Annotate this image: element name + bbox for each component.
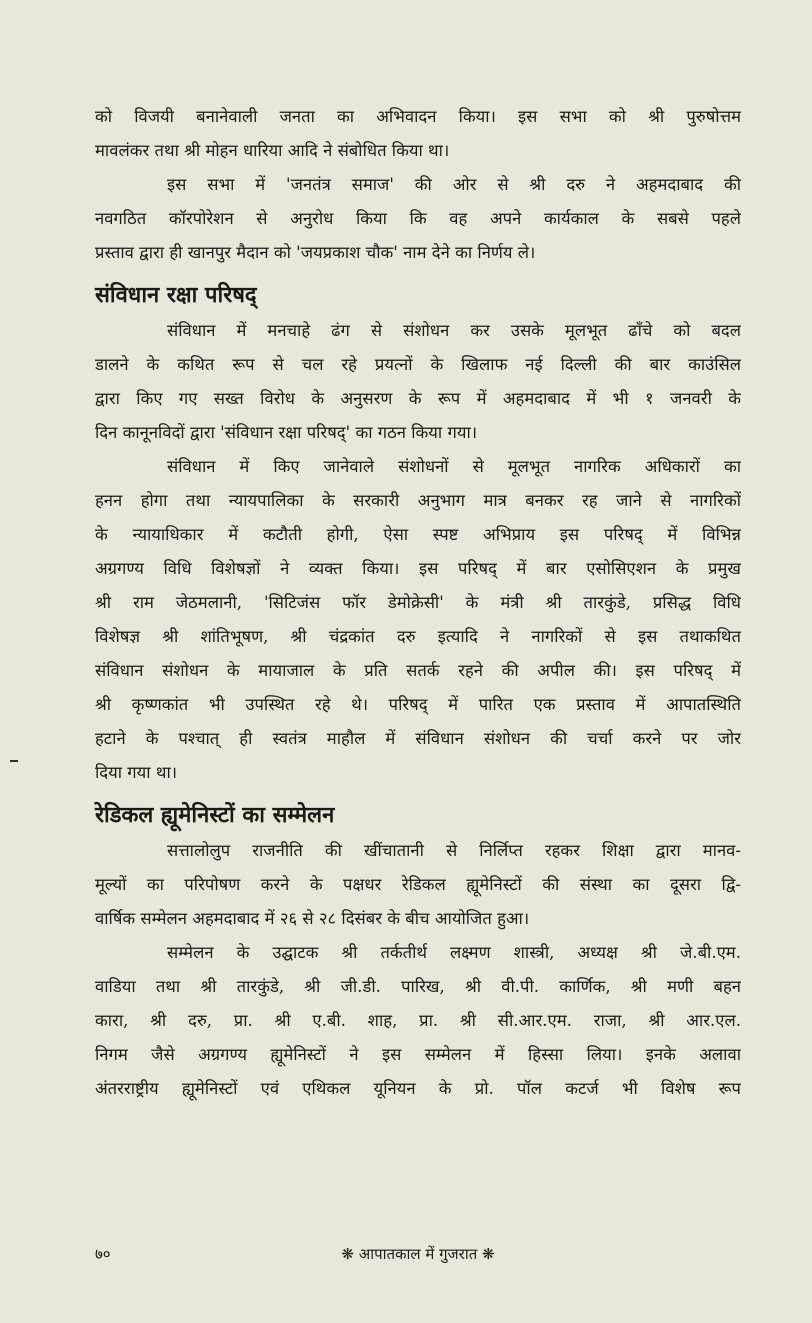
page-body xyxy=(95,100,741,1106)
text-line: के न्यायाधिकार में कटौती होगी, ऐसा स्पष्ट अभिप्राय इस परिषद् में विभिन्न xyxy=(95,525,741,544)
text-line: डालने के कथित रूप से चल रहे प्रयत्नों के खिलाफ नई दिल्ली की बार काउंसिल xyxy=(95,355,741,374)
text-line: नवगठित कॉरपोरेशन से अनुरोध किया कि वह अपने कार्यकाल के सबसे पहले xyxy=(95,209,741,228)
text-line: दिया गया था। xyxy=(95,763,178,782)
text-line: वार्षिक सम्मेलन अहमदाबाद में २६ से २८ दिसंबर के बीच आयोजित हुआ। xyxy=(95,909,530,928)
text-line: प्रस्ताव द्वारा ही खानपुर मैदान को 'जयप्रकाश चौक' नाम देने का निर्णय ले। xyxy=(95,243,536,262)
text-line: श्री कृष्णकांत भी उपस्थित रहे थे। परिषद् में पारित एक प्रस्ताव में आपातस्थिति xyxy=(95,695,741,714)
paragraph-2 xyxy=(95,168,741,270)
text-line: कारा, श्री दरु, प्रा. श्री ए.बी. शाह, प्रा. श्री सी.आर.एम. राजा, श्री आर.एल. xyxy=(95,1011,741,1030)
text-line: को विजयी बनानेवाली जनता का अभिवादन किया। इस सभा को श्री पुरुषोत्तम xyxy=(95,107,741,126)
paragraph-3 xyxy=(95,314,741,450)
text-line: निगम जैसे अग्रगण्य ह्यूमेनिस्टों ने इस सम्मेलन में हिस्सा लिया। इनके अलावा xyxy=(95,1045,741,1064)
text-line: संविधान में मनचाहे ढंग से संशोधन कर उसके मूलभूत ढाँचे को बदल xyxy=(167,321,741,340)
text-line: अंतरराष्ट्रीय ह्यूमेनिस्टों एवं एथिकल यूनियन के प्रो. पॉल कटर्ज भी विशेष रूप xyxy=(95,1079,741,1098)
text-line: श्री राम जेठमलानी, 'सिटिजंस फॉर डेमोक्रेसी' के मंत्री श्री तारकुंडे, प्रसिद्ध विधि xyxy=(95,593,741,612)
section-heading-samvidhan: संविधान रक्षा परिषद् xyxy=(95,282,257,308)
text-line: हनन होगा तथा न्यायपालिका के सरकारी अनुभाग मात्र बनकर रह जाने से नागरिकों xyxy=(95,491,741,510)
text-line: इस सभा में 'जनतंत्र समाज' की ओर से श्री दरु ने अहमदाबाद की xyxy=(167,175,741,194)
margin-mark xyxy=(10,760,18,762)
paragraph-4 xyxy=(95,450,741,790)
paragraph-5 xyxy=(95,834,741,936)
text-line: संविधान संशोधन के मायाजाल के प्रति सतर्क रहने की अपील की। इस परिषद् में xyxy=(95,661,741,680)
running-footer-title: ❋ आपातकाल में गुजरात ❋ xyxy=(341,1245,495,1263)
text-line: संविधान में किए जानेवाले संशोधनों से मूलभूत नागरिक अधिकारों का xyxy=(167,457,741,476)
paragraph-6 xyxy=(95,936,741,1106)
text-line: मूल्यों का परिपोषण करने के पक्षधर रेडिकल ह्यूमेनिस्टों की संस्था का दूसरा द्वि- xyxy=(95,875,741,894)
text-line: द्वारा किए गए सख्त विरोध के अनुसरण के रूप में अहमदाबाद में भी १ जनवरी के xyxy=(95,389,741,408)
text-line: अग्रगण्य विधि विशेषज्ञों ने व्यक्त किया। इस परिषद् में बार एसोसिएशन के प्रमुख xyxy=(95,559,741,578)
page-number: ७० xyxy=(95,1245,111,1263)
section-heading-radical-humanists: रेडिकल ह्यूमेनिस्टों का सम्मेलन xyxy=(95,802,335,828)
text-line: विशेषज्ञ श्री शांतिभूषण, श्री चंद्रकांत दरु इत्यादि ने नागरिकों से इस तथाकथित xyxy=(95,627,741,646)
text-line: सत्तालोलुप राजनीति की खींचातानी से निर्लिप्त रहकर शिक्षा द्वारा मानव- xyxy=(167,841,741,860)
paragraph-1 xyxy=(95,100,741,168)
text-line: हटाने के पश्चात् ही स्वतंत्र माहौल में संविधान संशोधन की चर्चा करने पर जोर xyxy=(95,729,741,748)
text-line: वाडिया तथा श्री तारकुंडे, श्री जी.डी. पारिख, श्री वी.पी. कार्णिक, श्री मणी बहन xyxy=(95,977,741,996)
text-line: दिन कानूनविदों द्वारा 'संविधान रक्षा परिषद्' का गठन किया गया। xyxy=(95,423,478,442)
text-line: सम्मेलन के उद्घाटक श्री तर्कतीर्थ लक्ष्मण शास्त्री, अध्यक्ष श्री जे.बी.एम. xyxy=(167,943,741,962)
text-line: मावलंकर तथा श्री मोहन धारिया आदि ने संबोधित किया था। xyxy=(95,141,450,160)
page-footer xyxy=(95,1240,741,1268)
